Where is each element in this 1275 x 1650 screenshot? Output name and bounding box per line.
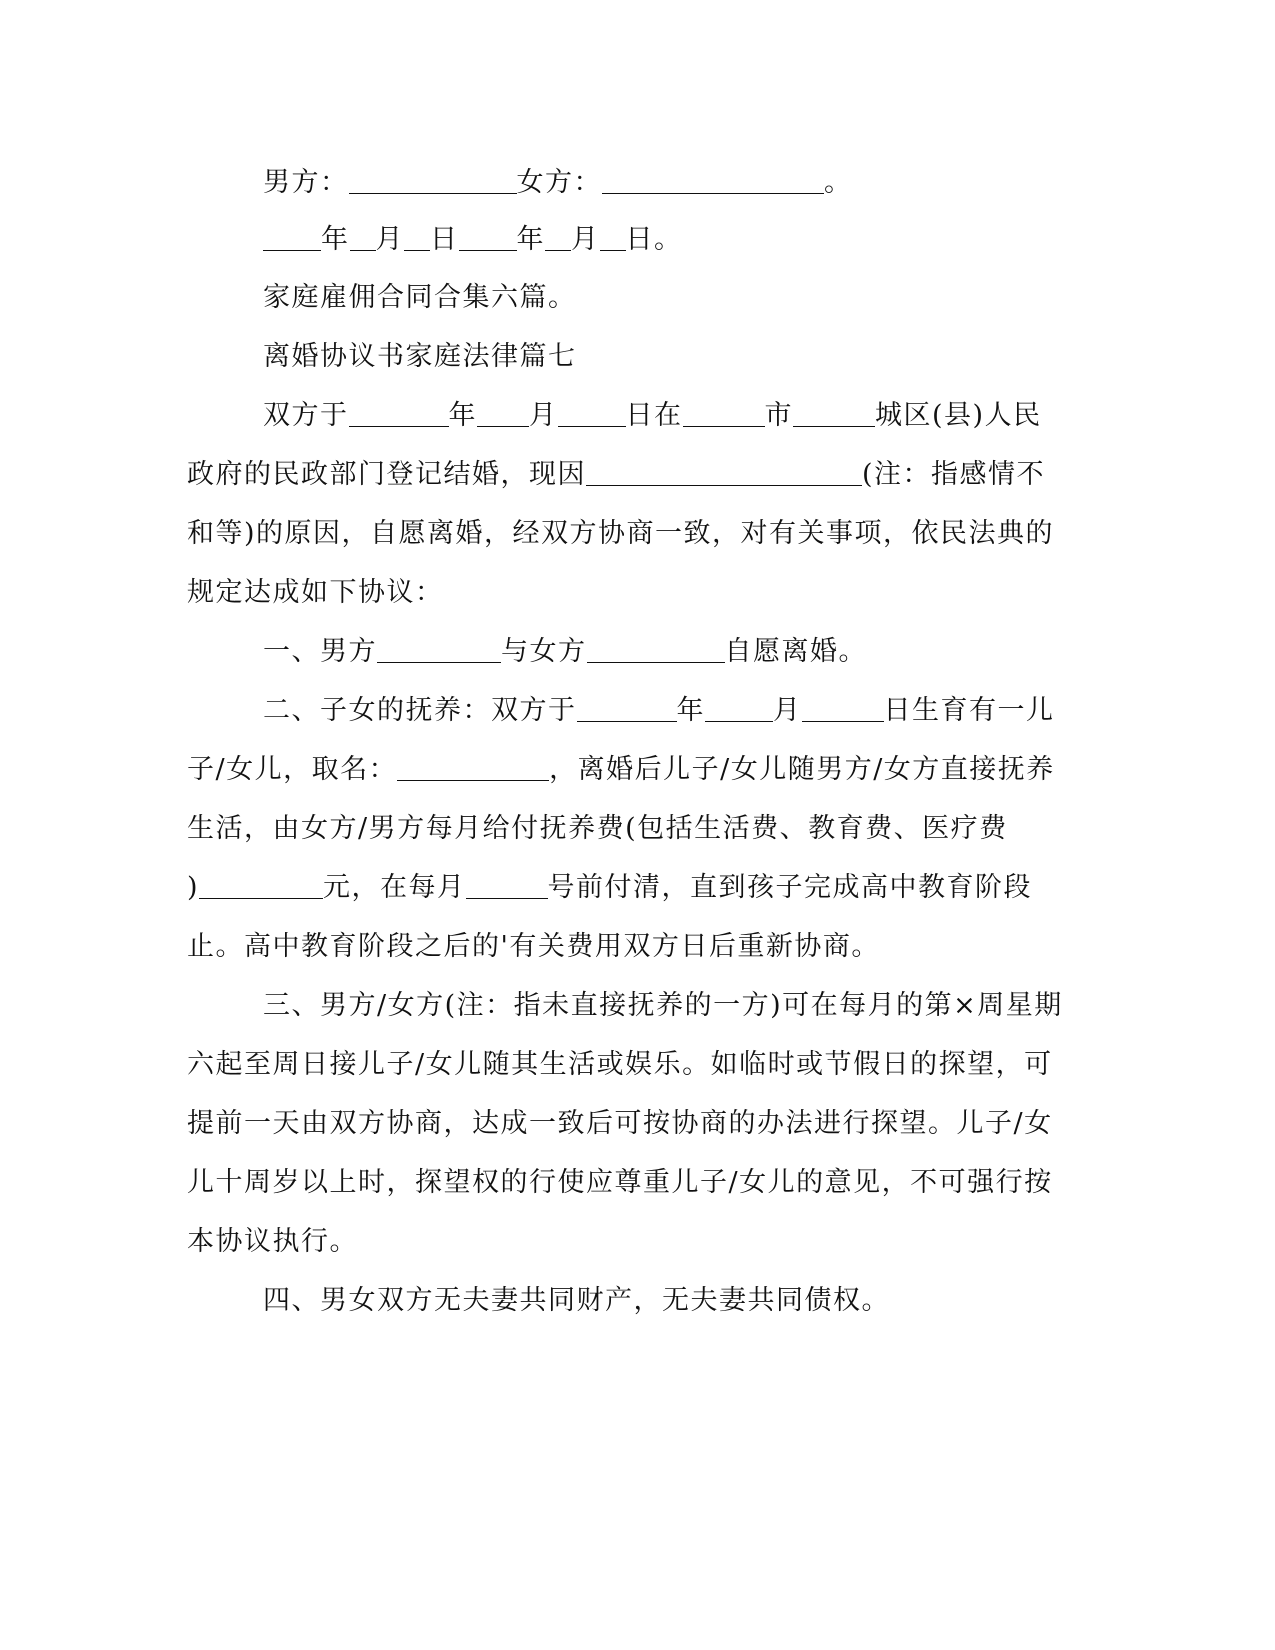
fill-in-blank [577,693,677,722]
text-segment: 男方： [263,167,349,198]
text-segment: 月 [571,224,600,255]
fill-in-blank [349,398,449,427]
text-segment: 女方： [516,167,602,198]
text-segment: 月 [773,695,802,726]
fill-in-blank [545,222,571,251]
text-segment: 提前一天由双方协商，达成一致后可按协商的办法进行探望。儿子/女 [187,1108,1053,1139]
text-segment: 儿十周岁以上时，探望权的行使应尊重儿子/女儿的意见，不可强行按 [187,1167,1053,1198]
clause-one [263,632,867,672]
text-segment: ) [187,872,200,903]
section-title [263,337,577,377]
clause-four [263,1281,890,1321]
text-segment: 政府的民政部门登记结婚，现因 [187,459,586,490]
fill-in-blank [477,398,529,427]
fill-in-blank [586,457,862,486]
text-segment: 双方于 [263,400,349,431]
fill-in-blank [793,398,875,427]
text-segment: 家庭雇佣合同合集六篇。 [263,282,577,313]
text-segment: 年 [448,400,477,431]
text-segment: 离婚协议书家庭法律篇七 [263,341,577,372]
text-segment: 与女方 [501,636,587,667]
fill-in-blank [350,222,376,251]
fill-in-blank [459,222,517,251]
clause-two-line [187,927,880,967]
text-segment: 月 [529,400,558,431]
text-segment: 和等)的原因，自愿离婚，经双方协商一致，对有关事项，依民法典的 [187,518,1055,549]
text-segment: 日。 [625,224,683,255]
text-segment: 子/女儿，取名： [187,754,398,785]
date-line [263,220,683,260]
fill-in-blank [558,398,626,427]
text-segment: 年 [516,224,545,255]
text-segment: 六起至周日接儿子/女儿随其生活或娱乐。如临时或节假日的探望，可 [187,1049,1053,1080]
text-segment: 日生育有一儿 [883,695,1055,726]
fill-in-blank [705,693,773,722]
text-segment: 元，在每月 [323,872,466,903]
text-segment: 日在 [625,400,683,431]
text-segment: 本协议执行。 [187,1226,358,1257]
text-segment: 市 [764,400,793,431]
text-segment: ，离婚后儿子/女儿随男方/女方直接抚养 [549,754,1055,785]
clause-three-line [187,1104,1053,1144]
fill-in-blank [683,398,765,427]
text-segment: 号前付清，直到孩子完成高中教育阶段 [547,872,1033,903]
fill-in-blank [466,870,548,899]
paragraph-intro-line [263,396,1042,436]
text-segment: 日 [430,224,459,255]
signature-line [263,163,853,203]
paragraph-intro-line [187,455,1045,495]
text-segment: 止。高中教育阶段之后的'有关费用双方日后重新协商。 [187,931,880,962]
paragraph-intro-line [187,573,444,613]
clause-three-line [263,986,1063,1026]
clause-three-line [187,1222,358,1262]
text-segment: 二、子女的抚养：双方于 [263,695,577,726]
fill-in-blank [802,693,884,722]
text-segment: 年 [321,224,350,255]
clause-three-line [187,1045,1053,1085]
clause-two-line [187,809,1008,849]
fill-in-blank [600,222,626,251]
text-segment: 。 [824,167,853,198]
fill-in-blank [602,165,824,194]
fill-in-blank [404,222,430,251]
text-segment: 生活，由女方/男方每月给付抚养费(包括生活费、教育费、医疗费 [187,813,1008,844]
fill-in-blank [377,634,501,663]
fill-in-blank [263,222,321,251]
text-segment: (注：指感情不 [862,459,1046,490]
paragraph-intro-line [187,514,1054,554]
fill-in-blank [199,870,323,899]
clause-two-line [263,691,1055,731]
text-segment: 一、男方 [263,636,377,667]
text-segment: 城区(县)人民 [875,400,1042,431]
clause-two-line [187,868,1032,908]
fill-in-blank [349,165,517,194]
text-segment: 三、男方/女方(注：指未直接抚养的一方)可在每月的第×周星期 [263,990,1063,1021]
text-segment: 月 [375,224,404,255]
text-segment: 自愿离婚。 [724,636,867,667]
text-segment: 四、男女双方无夫妻共同财产，无夫妻共同债权。 [263,1285,890,1316]
clause-three-line [187,1163,1053,1203]
clause-two-line [187,750,1055,790]
text-segment: 规定达成如下协议： [187,577,444,608]
fill-in-blank [397,752,549,781]
collection-title [263,278,577,318]
fill-in-blank [587,634,725,663]
text-segment: 年 [676,695,705,726]
